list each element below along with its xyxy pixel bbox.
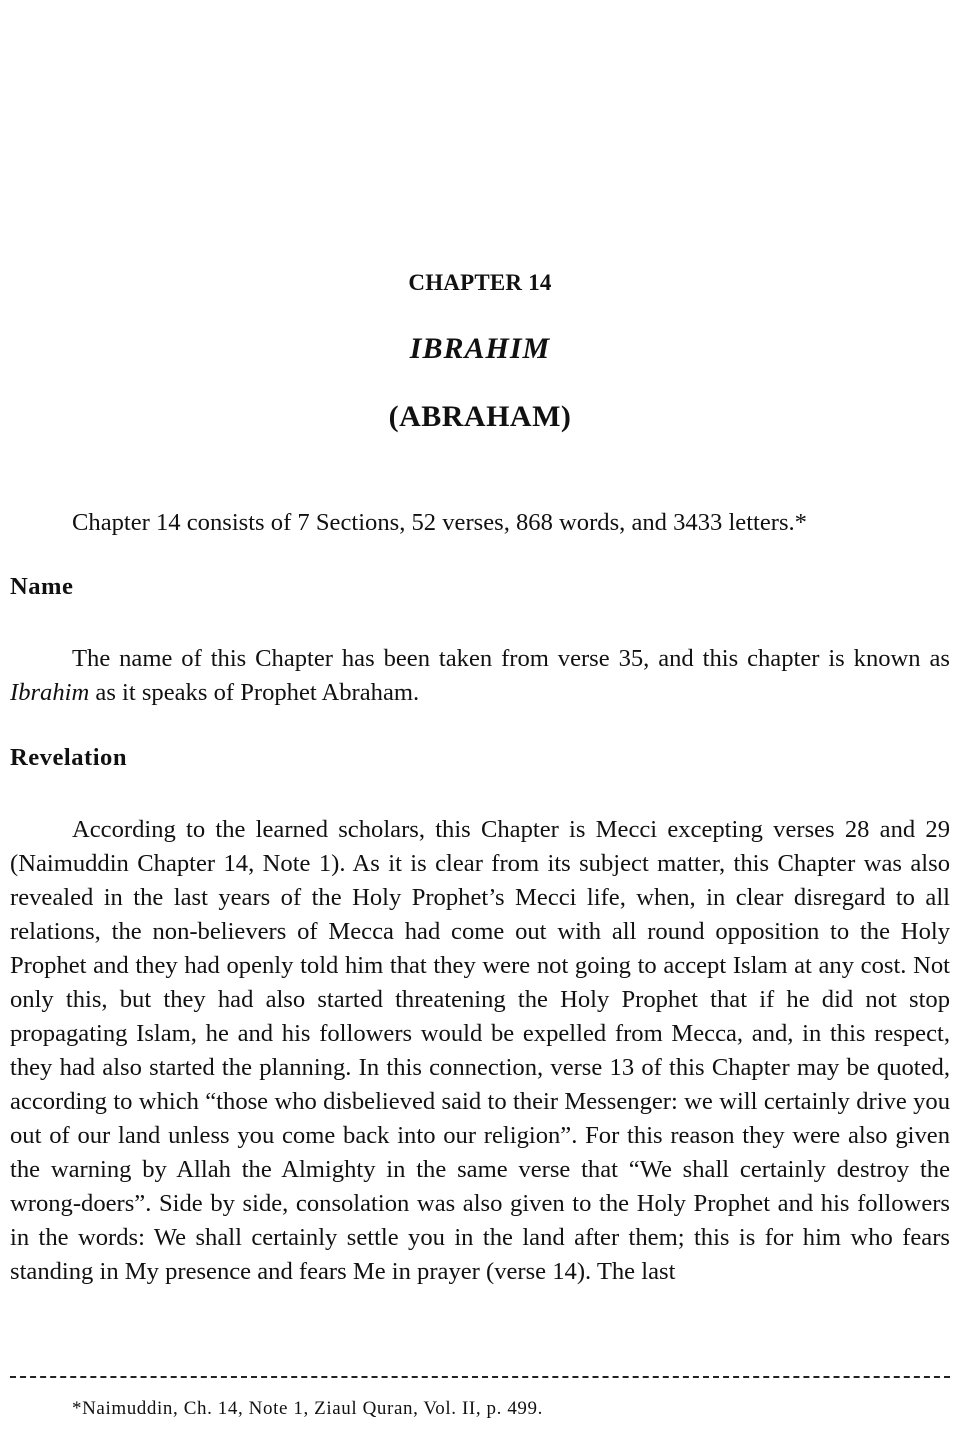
chapter-summary: Chapter 14 consists of 7 Sections, 52 verses, 868 words, and 3433 letters.* [72, 509, 807, 536]
footnote-divider [10, 1376, 950, 1378]
chapter-title: IBRAHIM [409, 332, 551, 365]
name-paragraph [10, 642, 950, 710]
name-paragraph-text-start: The name of this Chapter has been taken from verse 35, and this chapter is known as [72, 645, 950, 672]
revelation-paragraph: According to the learned scholars, this Chapter is Mecci excepting verses 28 and 29 (Naimuddin Chapter 14, Note 1). As it is clear from its subject matter, this Chapter was also revealed in the last years of the Holy Prophet’s Mecci life, when, in clear disregard to all relations, the non-believers of Mecca had come out with all round opposition to the Holy Prophet and they had openly told him that they were not going to accept Islam at any cost. Not only this, but they had also started threatening the Holy Prophet that if he did not stop propagating Islam, he and his followers would be expelled from Mecca, and, in this respect, they had also started the planning. In this connection, verse 13 of this Chapter may be quoted, according to which “those who disbelieved said to their Messenger: we will certainly drive you out of our land unless you come back into our religion”. For this reason they were also given the warning by Allah the Almighty in the same verse that “We shall certainly destroy the wrong-doers”. Side by side, consolation was also given to the Holy Prophet and his followers in the words: We shall certainly settle you in the land after them; this is for him who fears standing in My presence and fears Me in prayer (verse 14). The last [10, 816, 950, 1285]
chapter-label: CHAPTER 14 [408, 270, 552, 295]
name-paragraph-italic-term: Ibrahim [10, 679, 90, 706]
name-paragraph-text-end: as it speaks of Prophet Abraham. [89, 679, 420, 706]
section-heading-revelation: Revelation [10, 744, 128, 771]
chapter-subtitle: (ABRAHAM) [388, 400, 572, 433]
section-heading-name: Name [10, 573, 74, 600]
footnote: *Naimuddin, Ch. 14, Note 1, Ziaul Quran, Vol. II, p. 499. [72, 1398, 543, 1419]
